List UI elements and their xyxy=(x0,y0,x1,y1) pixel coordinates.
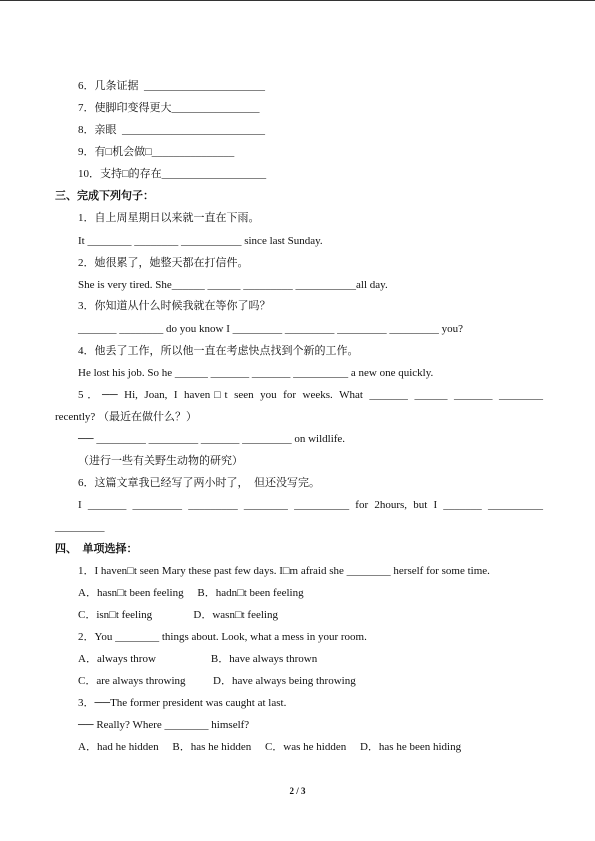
option-line: C．isn□t feeling D．wasn□t feeling xyxy=(78,609,278,621)
answer-line: _________ xyxy=(55,521,105,533)
question-text: 1．自上周星期日以来就一直在下雨。 xyxy=(78,212,260,224)
answer-line: ── _________ _________ _______ _________ on wildlife. xyxy=(78,433,346,445)
answer-line: I _______ _________ _________ ________ __________ for 2hours, but I _______ __________ xyxy=(78,499,543,511)
question-text: ── Really? Where ________ himself? xyxy=(78,719,250,731)
question-text: 1．I haven□t seen Mary these past few days. I□m afraid she ________ herself for some time. xyxy=(78,565,490,577)
section-heading: 四、 单项选择： xyxy=(55,543,138,555)
answer-line: _______ ________ do you know I _________ _________ _________ _________ you? xyxy=(78,323,463,335)
question-text: 4．他丢了工作，所以他一直在考虑快点找到个新的工作。 xyxy=(78,345,359,357)
question-text: 2．她很累了，她整天都在打信件。 xyxy=(78,257,249,269)
answer-line: She is very tired. She______ ______ _________ ___________all day. xyxy=(78,279,388,291)
option-line: A．hasn□t been feeling B．hadn□t been feeling xyxy=(78,587,304,599)
answer-line: He lost his job. So he ______ _______ _______ __________ a new one quickly. xyxy=(78,367,434,379)
vocab-item: 10．支持□的存在___________________ xyxy=(78,168,267,180)
vocab-item: 6．几条证据 ______________________ xyxy=(78,80,265,92)
page-number: 2 / 3 xyxy=(289,786,306,796)
vocab-item: 7．使脚印变得更大________________ xyxy=(78,102,260,114)
answer-line: It ________ ________ ___________ since last Sunday. xyxy=(78,235,323,247)
question-text: 5．── Hi, Joan, I haven□t seen you for weeks. What _______ ______ _______ ________ xyxy=(78,389,543,401)
question-text: 3．──The former president was caught at last. xyxy=(78,697,287,709)
header-rule xyxy=(0,0,595,1)
question-text: 3．你知道从什么时候我就在等你了吗？ xyxy=(78,300,271,312)
vocab-item: 8．亲眼 __________________________ xyxy=(78,124,265,136)
option-line: C．are always throwing D．have always being throwing xyxy=(78,675,356,687)
hint-text: （进行一些有关野生动物的研究） xyxy=(78,455,243,467)
question-text: 2．You ________ things about. Look, what a mess in your room. xyxy=(78,631,367,643)
question-text: recently? （最近在做什么？） xyxy=(55,411,198,423)
option-line: A．had he hidden B．has he hidden C．was he hidden D．has he been hiding xyxy=(78,741,462,753)
question-text: 6．这篇文章我已经写了两小时了， 但还没写完。 xyxy=(78,477,320,489)
vocab-item: 9．有□机会做□_______________ xyxy=(78,146,235,158)
option-line: A．always throw B．have always thrown xyxy=(78,653,318,665)
section-heading: 三、完成下列句子： xyxy=(55,190,154,202)
